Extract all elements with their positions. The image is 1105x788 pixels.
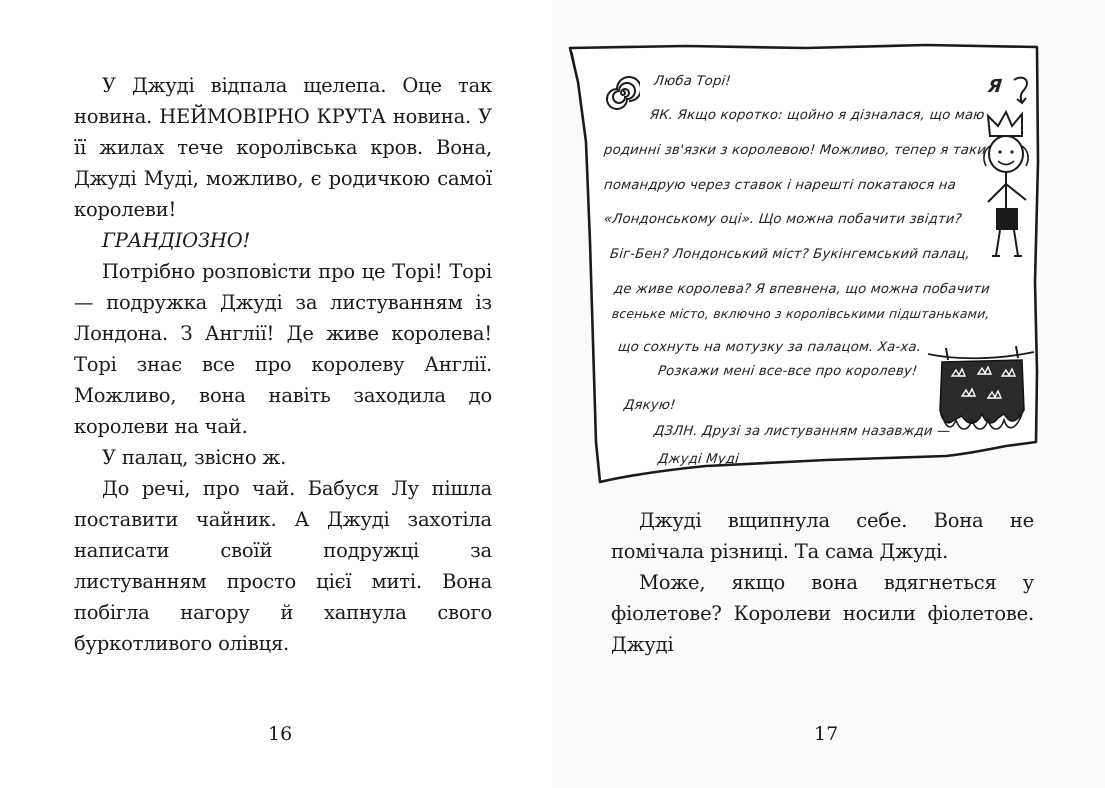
paragraph: У Джуді відпала щелепа. Оце так новина. НЕЙМОВІРНО КРУТА новина. У її жилах тече королівська кров. Вона, Джуді Муді, можливо, є родичкою самої королеви! [74, 74, 492, 221]
page-number-right: 17 [814, 723, 839, 745]
letter-line: всеньке місто, включно з королівськими підштаньками, [611, 306, 991, 321]
royal-underwear-doodle-icon [926, 344, 1038, 436]
left-page-text [74, 70, 492, 659]
page-number-left: 16 [268, 723, 293, 745]
letter-illustration [566, 42, 1041, 488]
doodle-label: Я [986, 76, 1004, 97]
letter-signoff: ДЗЛН. Друзі за листуванням назавжди — [653, 424, 952, 439]
letter-line: родинні зв'язки з королевою! Можливо, тепер я таки [603, 143, 987, 158]
paragraph: До речі, про чай. Бабуся Лу пішла поставити чайник. А Джуді захотіла написати своїй подружці за листуванням просто цієї миті. Вона побігла нагору й хапнула свого буркотливого олівця. [74, 477, 492, 655]
letter-line: що сохнуть на мотузку за палацом. Ха-ха. [617, 340, 922, 355]
crowned-girl-doodle-icon [976, 110, 1040, 260]
paragraph: Джуді вщипнула себе. Вона не помічала різниці. Та сама Джуді. [611, 509, 1034, 563]
letter-line: «Лондонському оці». Що можна побачити звідти? [603, 212, 963, 227]
letter-signature: Джуді Муді [657, 452, 740, 467]
letter-line: помандрую через ставок і нарешті покатаюся на [603, 178, 957, 193]
paragraph: Потрібно розповісти про це Торі! Торі — подружка Джуді за листуванням із Лондона. З Англії! Де живе королева! Торі знає все про королеву Англії. Можливо, вона навіть заходила до королеви на чай. [74, 260, 492, 438]
paragraph: У палац, звісно ж. [102, 446, 287, 469]
letter-greeting: Люба Торі! [653, 74, 732, 89]
letter-line: де живе королева? Я впевнена, що можна побачити [613, 282, 991, 297]
right-page-text [611, 505, 1034, 660]
paragraph: Може, якщо вона вдягнеться у фіолетове? Королеви носили фіолетове. Джуді [611, 571, 1034, 656]
spiral-doodle-icon [606, 76, 640, 110]
letter-thanks: Дякую! [623, 398, 677, 413]
letter-line: Біг-Бен? Лондонський міст? Букінгемський палац, [609, 247, 971, 262]
letter-line: ЯК. Якщо коротко: щойно я дізналася, що маю [649, 108, 986, 123]
paragraph-exclamation: ГРАНДІОЗНО! [102, 229, 251, 252]
letter-request: Розкажи мені все-все про королеву! [657, 364, 919, 379]
curved-arrow-icon [1008, 72, 1036, 106]
